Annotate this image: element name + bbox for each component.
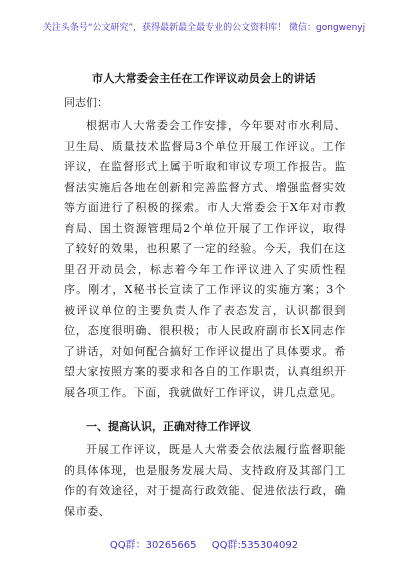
promo-banner: 关注头条号“公文研究”，获得最新最全最专业的公文资料库！ 微信：gongwenyj <box>42 23 366 33</box>
page-title: 市人大常委会主任在工作评议动员会上的讲话 <box>92 72 316 85</box>
paragraph-1: 根据市人大常委会工作安排，今年要对市水利局、卫生局、质量技术监督局3个单位开展工作评议。工作评议，在监督形式上属于听取和审议专项工作报告。监督法实施后各地在创新和完善监督方式、增强监督实效等方面进行了积极的探索。市人大常委会于X年对市教育局、国土资源管理局2个单位开展了工作评议，取得了较好的效果，也积累了一定的经验。今天，我们在这里召开动员会，标志着今年工作评议进入了实质性程序。刚才，X秘书长宣读了工作评议的实施方案；3个被评议单位的主要负责人作了表态发言，认识都很到位，态度很明确、很积极；市人民政府副市长X同志作了讲话，对如何配合搞好工作评议提出了具体要求。希望大家按照方案的要求和各自的工作职责，认真组织开展各项工作。下面，我就做好工作评议，讲几点意见。 <box>64 119 346 399</box>
footer-qq-group-2: QQ群:535304092 <box>211 540 299 551</box>
paragraph-2: 开展工作评议，既是人大常委会依法履行监督职能的具体体现，也是服务发展大局、支持政府及其部门工作的有效途径，对于提高行政效能、促进依法行政，确保市委、 <box>64 443 346 518</box>
footer-qq-group-1: QQ群：30265665 <box>109 540 197 551</box>
salutation: 同志们： <box>64 96 108 109</box>
footer-contacts <box>0 536 408 551</box>
section-heading-1: 一、提高认识，正确对待工作评议 <box>86 420 251 433</box>
